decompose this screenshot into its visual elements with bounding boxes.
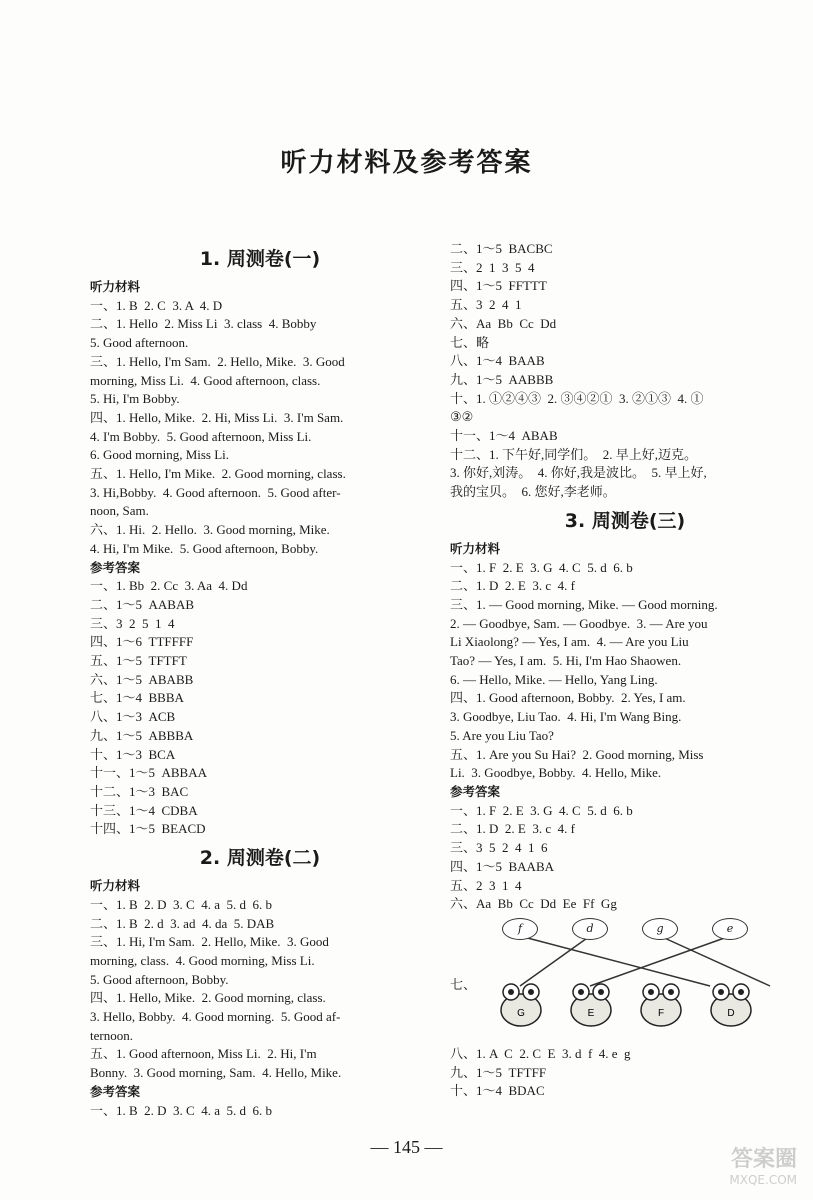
watermark <box>677 1142 797 1192</box>
answer-line: 一、1. F 2. E 3. G 4. C 5. d 6. b <box>450 559 633 575</box>
watermark-top: 答案圈 <box>730 1147 797 1172</box>
answer-line: 四、1～5 FFTTT <box>450 278 547 294</box>
balloon-letter: d <box>572 918 608 940</box>
answer-line: 十、1. ①②④③ 2. ③④②① 3. ②①③ 4. ① <box>450 390 704 406</box>
answer-line: 七、1～4 BBBA <box>90 690 184 706</box>
answer-line: 3. Goodbye, Liu Tao. 4. Hi, I'm Wang Bing. <box>450 709 682 725</box>
answer-line: 八、1～4 BAAB <box>450 353 545 369</box>
answer-line: 5. Good afternoon. <box>90 335 189 351</box>
answer-line: 四、1. Hello, Mike. 2. Hi, Miss Li. 3. I'm Sam. <box>90 409 344 425</box>
subsection-label: 听力材料 <box>90 878 141 894</box>
frog-letter: E <box>587 1007 595 1019</box>
answer-line: 五、1～5 TFTFT <box>90 653 187 669</box>
answer-line: 六、1～5 ABABB <box>90 671 194 687</box>
answer-line: 三、3 5 2 4 1 6 <box>450 840 548 856</box>
answer-line: 3. Hello, Bobby. 4. Good morning. 5. Good af- <box>90 1009 341 1025</box>
frog-icon <box>708 980 754 1028</box>
answer-line: Bonny. 3. Good morning, Sam. 4. Hello, Mike. <box>90 1065 342 1081</box>
answer-line: 二、1～5 AABAB <box>90 596 195 612</box>
answer-line: 一、1. B 2. C 3. A 4. D <box>90 297 223 313</box>
answer-line: 八、1. A C 2. C E 3. d f 4. e g <box>450 1045 631 1061</box>
answer-line: 四、1. Hello, Mike. 2. Good morning, class. <box>90 990 326 1006</box>
answer-line: 九、1～5 ABBBA <box>90 727 194 743</box>
frog-icon <box>638 980 684 1028</box>
answer-line: 十三、1～4 CDBA <box>90 802 198 818</box>
answer-line: 七、略 <box>450 334 490 350</box>
answer-line: 三、3 2 5 1 4 <box>90 615 175 631</box>
answer-line: 四、1～6 TTFFFF <box>90 634 194 650</box>
answer-line: noon, Sam. <box>90 503 149 519</box>
answer-line: 4. I'm Bobby. 5. Good afternoon, Miss Li. <box>90 428 312 444</box>
answer-line: 六、1. Hi. 2. Hello. 3. Good morning, Mike. <box>90 522 330 538</box>
answer-line: Tao? — Yes, I am. 5. Hi, I'm Hao Shaowen. <box>450 653 682 669</box>
answer-line: 四、1～5 BAABA <box>450 858 555 874</box>
answer-line: 一、1. Bb 2. Cc 3. Aa 4. Dd <box>90 578 248 594</box>
answer-line: 2. — Goodbye, Sam. — Goodbye. 3. — Are you <box>450 615 708 631</box>
answer-line: 十、1～3 BCA <box>90 746 176 762</box>
answer-line: 五、1. Hello, I'm Mike. 2. Good morning, class. <box>90 466 346 482</box>
subsection-label: 参考答案 <box>90 1083 141 1099</box>
answer-line: 十二、1～3 BAC <box>90 783 189 799</box>
answer-line: 五、3 2 4 1 <box>450 297 522 313</box>
answer-line: 6. Good morning, Miss Li. <box>90 447 230 463</box>
frog-letter: F <box>657 1007 665 1019</box>
balloon-letter: g <box>642 918 678 940</box>
balloon-letter: e <box>712 918 748 940</box>
answer-line: 4. Hi, I'm Mike. 5. Good afternoon, Bobby. <box>90 540 319 556</box>
subsection-label: 听力材料 <box>450 540 501 556</box>
page-number: — 145 — <box>370 1137 443 1157</box>
section-title: 3. 周测卷(三) <box>564 509 686 532</box>
answer-line: 一、1. B 2. D 3. C 4. a 5. d 6. b <box>90 896 273 912</box>
frog-letter: G <box>517 1007 525 1019</box>
answer-line: 十二、1. 下午好,同学们。 2. 早上好,迈克。 <box>450 446 698 462</box>
answer-line: 十、1～4 BDAC <box>450 1083 545 1099</box>
answer-line: 六、Aa Bb Cc Dd <box>450 315 557 331</box>
answer-line: 二、1. D 2. E 3. c 4. f <box>450 578 575 594</box>
answer-line: 一、1. F 2. E 3. G 4. C 5. d 6. b <box>450 802 633 818</box>
answer-line: 三、2 1 3 5 4 <box>450 259 535 275</box>
right-column <box>450 240 800 1101</box>
answer-line: 五、1. Good afternoon, Miss Li. 2. Hi, I'm <box>90 1046 317 1062</box>
answer-line: 二、1. B 2. d 3. ad 4. da 5. DAB <box>90 915 275 931</box>
answer-line: 3. 你好,刘涛。 4. 你好,我是波比。 5. 早上好, <box>450 465 707 481</box>
answer-line: 三、1. Hi, I'm Sam. 2. Hello, Mike. 3. Good <box>90 934 329 950</box>
answer-line: 一、1. B 2. D 3. C 4. a 5. d 6. b <box>90 1102 273 1118</box>
answer-line: Li. 3. Goodbye, Bobby. 4. Hello, Mike. <box>450 765 662 781</box>
answer-line: 五、1. Are you Su Hai? 2. Good morning, Miss <box>450 746 704 762</box>
answer-line: morning, Miss Li. 4. Good afternoon, class. <box>90 372 321 388</box>
answer-line: 3. Hi,Bobby. 4. Good afternoon. 5. Good after- <box>90 484 341 500</box>
answer-line: 二、1. Hello 2. Miss Li 3. class 4. Bobby <box>90 316 317 332</box>
subsection-label: 听力材料 <box>90 279 141 294</box>
answer-line: 四、1. Good afternoon, Bobby. 2. Yes, I am. <box>450 690 686 706</box>
answer-line: 十一、1～4 ABAB <box>450 428 558 444</box>
answer-line: ternoon. <box>90 1027 133 1043</box>
frog-icon <box>498 980 544 1028</box>
answer-line: 六、Aa Bb Cc Dd Ee Ff Gg <box>450 896 617 912</box>
answer-line: 5. Good afternoon, Bobby. <box>90 971 229 987</box>
frog-icon <box>568 980 614 1028</box>
answer-line: 十四、1～5 BEACD <box>90 821 206 837</box>
section-title: 1. 周测卷(一) <box>199 248 321 270</box>
answer-line: ③② <box>450 409 474 425</box>
page-title: 听力材料及参考答案 <box>280 148 533 178</box>
answer-line: 九、1～5 TFTFF <box>450 1064 547 1080</box>
answer-line: 5. Are you Liu Tao? <box>450 727 554 743</box>
answer-line: 三、1. Hello, I'm Sam. 2. Hello, Mike. 3. Good <box>90 353 345 369</box>
illustration-label: 七、 <box>450 977 477 993</box>
answer-line: 十一、1～5 ABBAA <box>90 765 208 781</box>
answer-line: 二、1. D 2. E 3. c 4. f <box>450 821 575 837</box>
section-title: 2. 周测卷(二) <box>199 847 321 870</box>
frog-letter: D <box>727 1007 735 1019</box>
answer-line: Li Xiaolong? — Yes, I am. 4. — Are you Liu <box>450 634 689 650</box>
answer-line: 6. — Hello, Mike. — Hello, Yang Ling. <box>450 671 658 687</box>
answer-line: 二、1～5 BACBC <box>450 241 553 256</box>
answer-line: 三、1. — Good morning, Mike. — Good morning. <box>450 596 718 612</box>
matching-illustration <box>450 918 800 1043</box>
answer-line: 我的宝贝。 6. 您好,李老师。 <box>450 484 616 500</box>
balloon-letter: f <box>502 918 538 940</box>
answer-line: 八、1～3 ACB <box>90 709 176 725</box>
answer-line: 五、2 3 1 4 <box>450 877 522 893</box>
watermark-bottom: MXQE.COM <box>729 1173 797 1187</box>
left-column <box>90 240 430 1120</box>
answer-line: morning, class. 4. Good morning, Miss Li. <box>90 952 315 968</box>
answer-line: 九、1～5 AABBB <box>450 371 554 387</box>
answer-line: 5. Hi, I'm Bobby. <box>90 391 180 407</box>
subsection-label: 参考答案 <box>450 783 501 799</box>
subsection-label: 参考答案 <box>90 559 141 575</box>
